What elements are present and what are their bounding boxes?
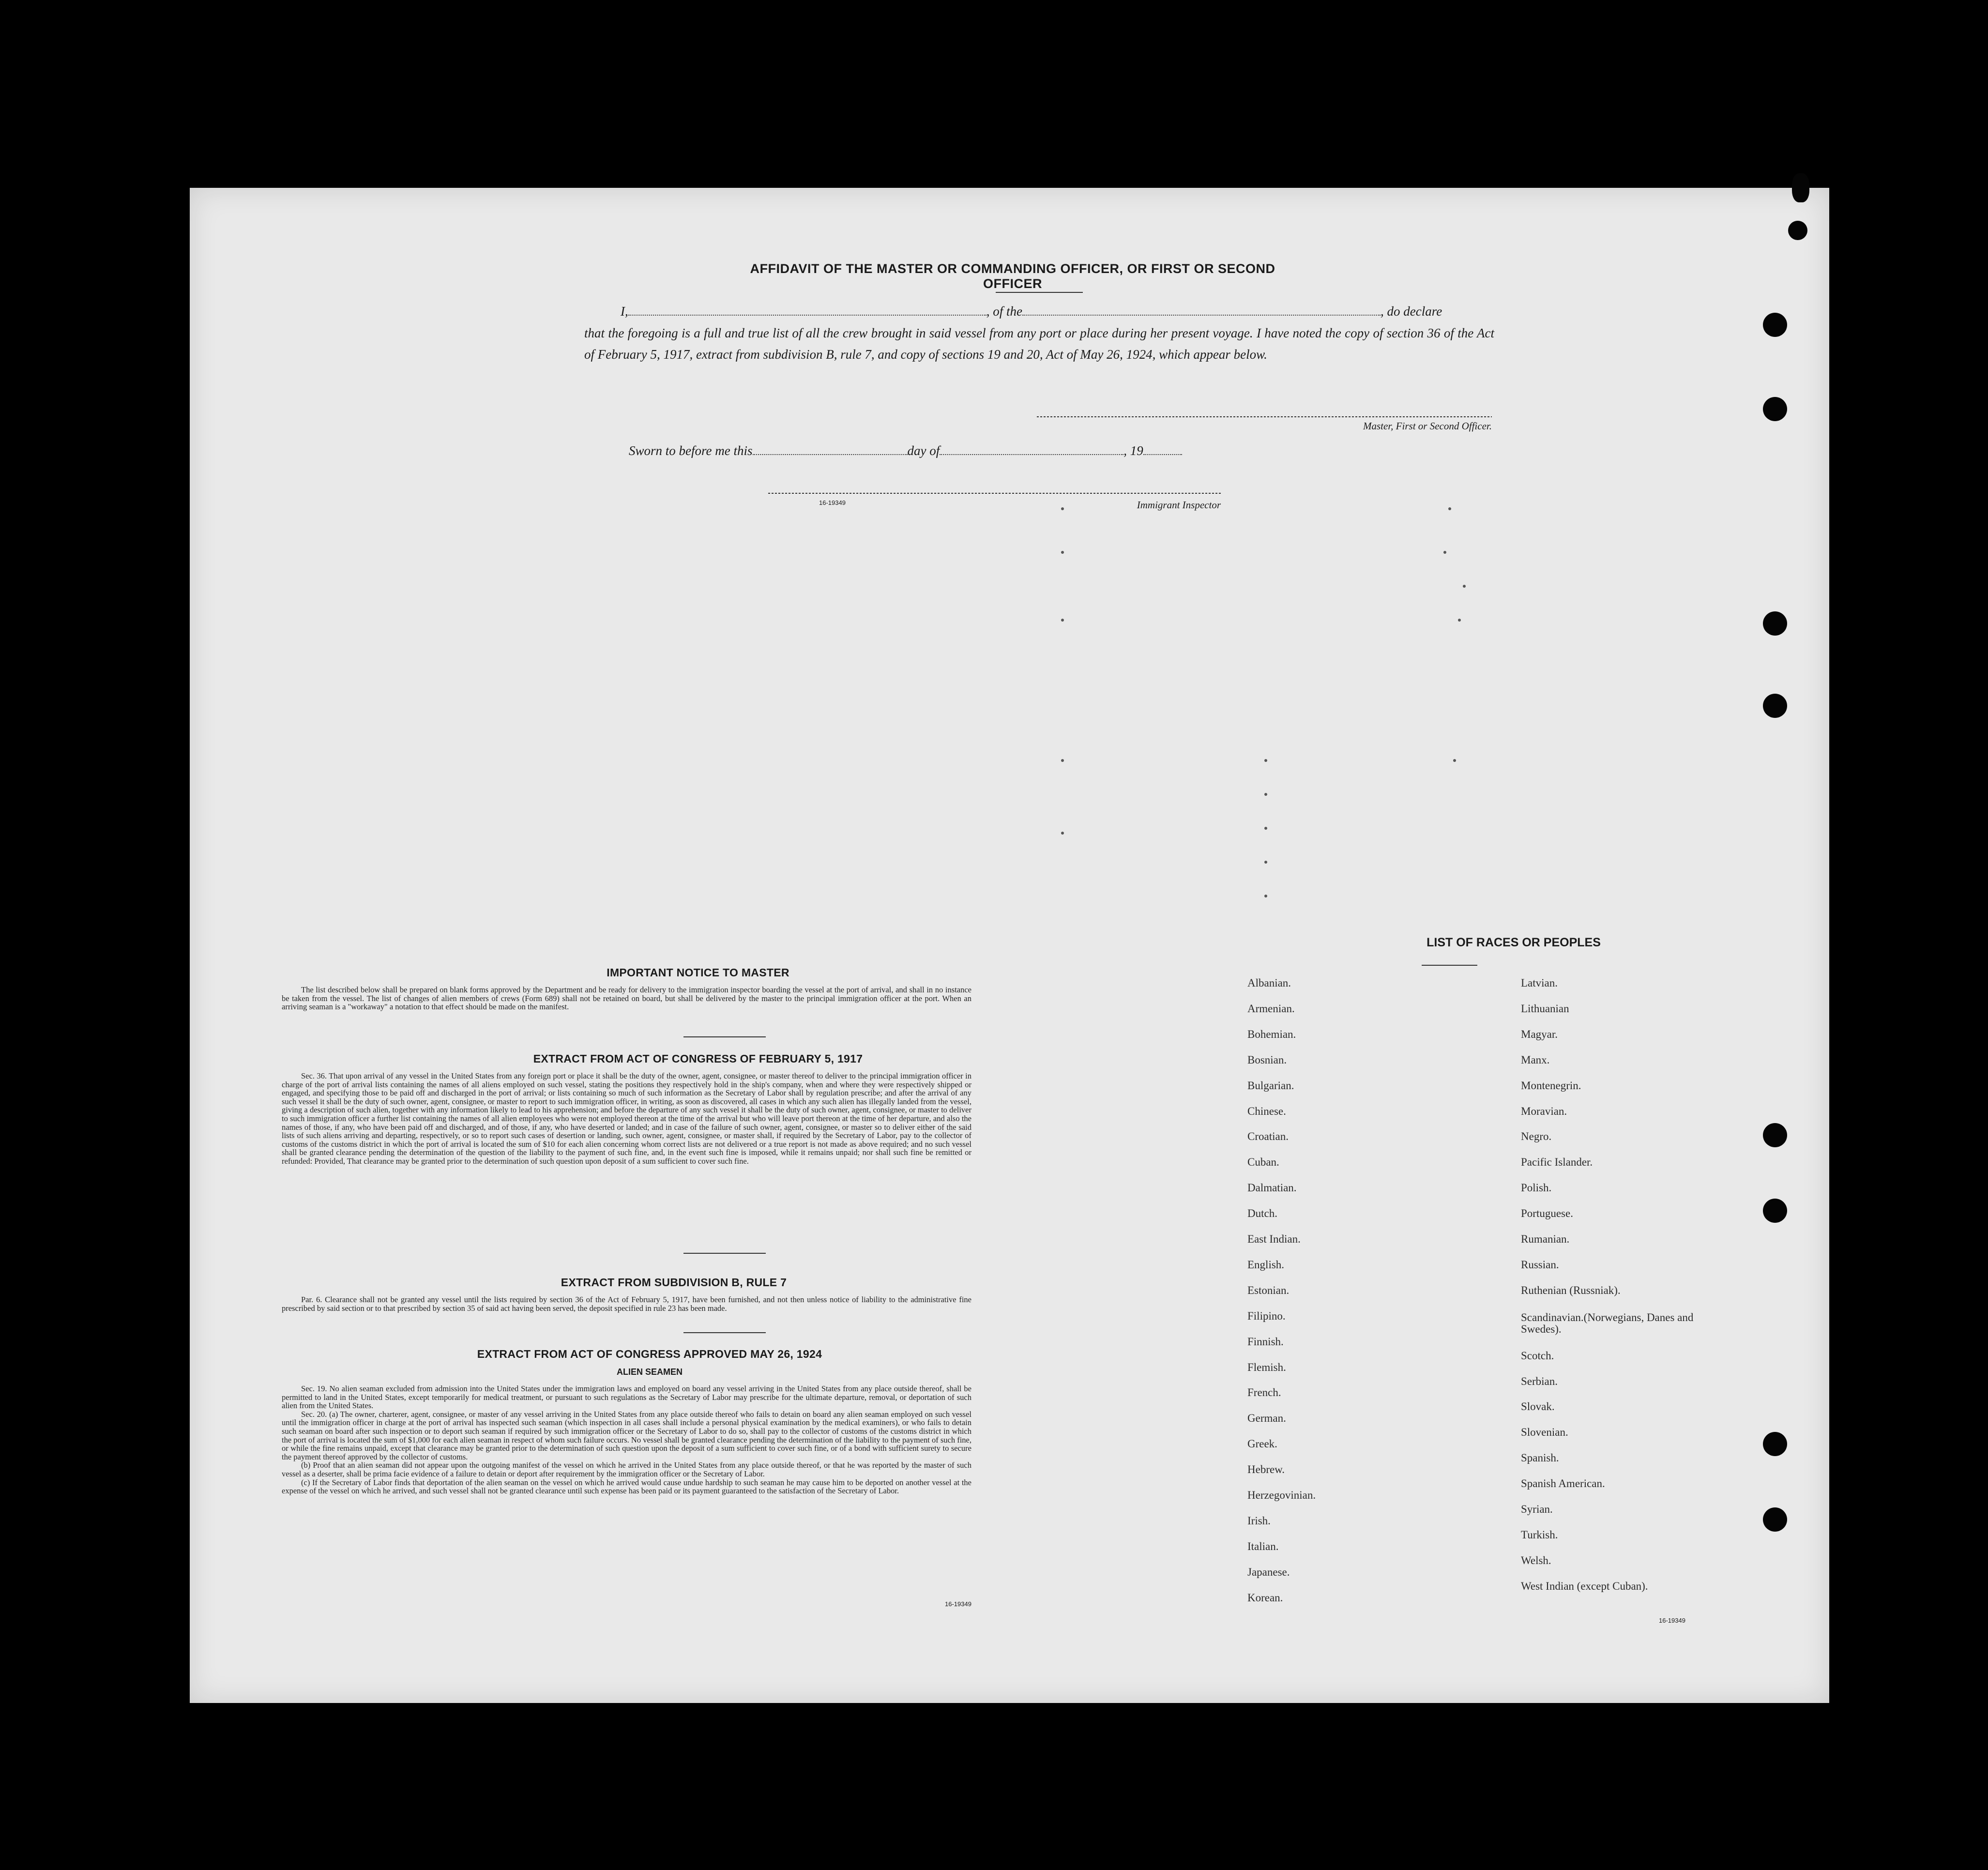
scan-mark [1443,551,1446,554]
sec20a-paragraph: Sec. 20. (a) The owner, charterer, agent, consignee, or master of any vessel arriving in the United States from any place outside thereof who fails to detain on board any alien seaman employed on such vessel until the immigration officer in charge at the port of arrival has inspected such seaman (which inspection in all cases shall include a personal physical examination by the medical examiners), or who fails to detain such seaman on board after such inspection or to deport such seaman if required by such immigration officer or the Secretary of Labor to do so, shall pay to the collector of customs of the customs district in which the port of arrival is located the sum of $1,000 for each alien seaman in respect of whom such failure occurs. No vessel shall be granted clearance pending the determination of the liability to the payment of such fine, or while the fine remains unpaid, except that clearance may be granted prior to the determination of such question upon the deposit of a sum sufficient to cover such fine, or of a bond with sufficient surety to secure the payment thereof approved by the collector of customs. [282,1409,971,1461]
punch-hole [1763,1123,1787,1147]
race-item: Scotch. [1521,1349,1554,1362]
race-item: Dutch. [1247,1207,1277,1220]
race-item: Welsh. [1521,1554,1551,1566]
sworn-month-blank [940,454,1123,455]
form-number: 16-19349 [1659,1617,1685,1624]
scan-mark [1061,619,1064,622]
race-item: West Indian (except Cuban). [1521,1580,1648,1592]
race-item: German. [1247,1412,1286,1425]
race-item: Manx. [1521,1053,1550,1066]
scan-mark [1264,861,1267,864]
punch-hole [1792,173,1809,202]
race-item: Rumanian. [1521,1233,1570,1245]
punch-hole [1788,221,1807,240]
sworn-line [629,443,1182,458]
declaration-line [621,304,1497,319]
race-item: Estonian. [1247,1284,1290,1296]
race-item: Bulgarian. [1247,1079,1294,1092]
race-item: Irish. [1247,1514,1271,1527]
divider [683,1036,766,1037]
inspector-signature-line [768,493,1221,494]
race-item: East Indian. [1247,1233,1301,1245]
race-item: Russian. [1521,1258,1559,1271]
race-item: Serbian. [1521,1375,1558,1387]
sworn-day-label: day of [907,443,940,458]
declaration-mid: , of the [986,304,1022,319]
vessel-blank [1022,315,1381,316]
notice-text [282,986,971,1011]
punch-hole [1763,1432,1787,1456]
race-item: Pacific Islander. [1521,1156,1593,1169]
race-item: Syrian. [1521,1503,1553,1516]
form-number: 16-19349 [819,499,846,506]
par6-paragraph: Par. 6. Clearance shall not be granted any vessel until the lists required by section 36 of the Act of February 5, 1917, have been furnished, and not then unless notice of liability to the administrative fine prescribed by said section or to that prescribed by section 35 of said act having been served, the deposit specified in rule 23 has been made. [282,1295,971,1313]
race-item: Bosnian. [1247,1053,1287,1066]
notice-title: IMPORTANT NOTICE TO MASTER [607,966,789,979]
scan-mark [1264,793,1267,796]
extract-1917-title: EXTRACT FROM ACT OF CONGRESS OF FEBRUARY 5, 1917 [533,1052,863,1065]
sec19-paragraph: Sec. 19. No alien seaman excluded from admission into the United States under the immigration laws and employed on board any vessel arriving in the United States from any place outside thereof, shall be permitted to land in the United States, except temporarily for medical treatment, or pursuant to such regulations as the Secretary of Labor may prescribe for the ultimate departure, removal, or deportation of such alien from the United States. [282,1384,971,1411]
punch-hole [1763,1507,1787,1532]
race-item: Hebrew. [1247,1463,1285,1476]
divider [996,292,1083,293]
race-item: Montenegrin. [1521,1079,1581,1092]
extract-1924-text [282,1384,971,1495]
race-item: Latvian. [1521,977,1558,989]
sec36-paragraph: Sec. 36. That upon arrival of any vessel in the United States from any foreign port or place it shall be the duty of the owner, agent, consignee, or master thereof to deliver to the principal immigration officer in charge of the port of arrival lists containing the names of all aliens employed on such vessel, stating the positions they respectively hold in the ship's company, when and where they were respectively shipped or engaged, and specifying those to be paid off and discharged in the port of arrival; or lists containing so much of such information as the Secretary of Labor shall by regulation prescribe; and after the arrival of any such vessel it shall be the duty of such owner, agent, consignee, or master to report to such immigration officer, in writing, as soon as discovered, all cases in which any such alien has illegally landed from the vessel, giving a description of such alien, together with any information likely to lead to his apprehension; and before the departure of any such vessel it shall be the duty of such owner, agent, consignee, or master to deliver to such immigration officer a further list containing the names of all alien employees who were not employed thereon at the time of the arrival but who will leave port thereon at the time of her departure, and also the names of those, if any, who have been paid off and discharged, and of those, if any, who have deserted or landed; and in case of the failure of such owner, agent, consignee, or master so to deliver either of the said lists of such aliens arriving and departing, respectively, or so to report such cases of desertion or landing, such owner, agent, consignee, or master shall, if required by the Secretary of Labor, pay to the collector of customs of the customs district in which the port of arrival is located the sum of $10 for each alien concerning whom correct lists are not delivered or a true report is not made as above required; and no such vessel shall be granted clearance pending the determination of the question of the liability to the payment of such fine, and, in the event such fine is imposed, while it remains unpaid; nor shall such fine be remitted or refunded: Provided, That clearance may be granted prior to the determination of such question upon deposit of a sum sufficient to cover such fine. [282,1071,971,1166]
race-item: Flemish. [1247,1361,1286,1373]
sec20b-paragraph: (b) Proof that an alien seaman did not appear upon the outgoing manifest of the vessel on which he arrived in the United States from any place outside thereof, or that he was reported by the master of such vessel as a deserter, shall be prima facie evidence of a failure to detain or deport after requirement by the immigration officer or the Secretary of Labor. [282,1460,971,1478]
scan-mark [1061,551,1064,554]
affidavit-title: AFFIDAVIT OF THE MASTER OR COMMANDING OFFICER, OR FIRST OR SECOND OFFICER [750,261,1275,291]
race-item: Dalmatian. [1247,1182,1297,1194]
race-item: Spanish American. [1521,1477,1605,1490]
scan-mark [1061,507,1064,510]
rule7-title: EXTRACT FROM SUBDIVISION B, RULE 7 [561,1276,787,1289]
declaration-prefix: I, [621,304,628,319]
name-blank [628,315,986,316]
race-item: Slovenian. [1521,1426,1568,1439]
divider [683,1253,766,1254]
race-item: English. [1247,1258,1285,1271]
race-item: Albanian. [1247,977,1291,989]
notice-paragraph: The list described below shall be prepared on blank forms approved by the Department and be ready for delivery to the immigration inspector boarding the vessel at the port of arrival, and shall in no instance be taken from the vessel. The list of changes of alien members of crews (Form 689) shall not be retained on board, but shall be delivered by the master to the principal immigration officer at the port. When an arriving seaman is a "workaway" a notation to that effect should be made on the manifest. [282,985,971,1012]
signature-caption: Master, First or Second Officer. [1363,420,1492,432]
race-item: Herzegovinian. [1247,1489,1316,1501]
punch-hole [1763,611,1787,636]
sworn-day-blank [753,454,908,455]
rule7-text [282,1295,971,1312]
inspector-caption: Immigrant Inspector [1137,499,1221,511]
punch-hole [1763,313,1787,337]
race-item: Filipino. [1247,1309,1286,1322]
race-item: Magyar. [1521,1028,1558,1040]
sworn-year-label: , 19 [1123,443,1143,458]
races-title: LIST OF RACES OR PEOPLES [1427,936,1601,949]
scan-mark [1264,827,1267,830]
race-item: Italian. [1247,1540,1279,1552]
sworn-year-blank [1143,454,1182,455]
punch-hole [1763,397,1787,421]
sec20c-paragraph: (c) If the Secretary of Labor finds that deportation of the alien seaman on the vessel on which he arrived would cause undue hardship to such seaman he may cause him to be deported on another vessel at the expense of the vessel on which he arrived, and such vessel shall not be granted clearance until such expense has been paid or its payment guaranteed to the satisfaction of the Secretary of Labor. [282,1477,971,1496]
affidavit-body: that the foregoing is a full and true list of all the crew brought in said vessel from any port or place during her present voyage. I have noted the copy of section 36 of the Act of February 5, 1917, extract from subdivision B, rule 7, and copy of sections 19 and 20, Act of May 26, 1924, which appear below. [584,326,1494,362]
divider [683,1332,766,1333]
race-item: Lithuanian [1521,1002,1569,1015]
race-item: Turkish. [1521,1528,1558,1541]
race-item: Greek. [1247,1438,1277,1450]
race-item: Moravian. [1521,1105,1567,1117]
punch-hole [1763,694,1787,718]
extract-1917-text [282,1072,971,1166]
race-item: Korean. [1247,1591,1283,1604]
declaration-suffix: , do declare [1381,304,1442,319]
signature-line [1037,416,1492,417]
divider [1422,965,1477,966]
form-number: 16-19349 [945,1600,971,1608]
race-item: Portuguese. [1521,1207,1573,1220]
scan-mark [1448,507,1451,510]
punch-hole [1763,1199,1787,1223]
scan-mark [1458,619,1461,622]
race-item: Finnish. [1247,1335,1284,1348]
scan-mark [1453,759,1456,762]
race-item: Ruthenian (Russniak). [1521,1284,1621,1296]
document-page [190,188,1829,1703]
extract-1924-title: EXTRACT FROM ACT OF CONGRESS APPROVED MAY 26, 1924 [477,1348,822,1360]
race-item: Spanish. [1521,1452,1559,1464]
race-item: French. [1247,1386,1281,1399]
alien-seamen-subtitle: ALIEN SEAMEN [616,1367,683,1377]
race-item: Scandinavian.(Norwegians, Danes and Swedes). [1521,1311,1694,1335]
race-item: Chinese. [1247,1105,1286,1117]
sworn-prefix: Sworn to before me this [629,443,753,458]
scan-mark [1264,759,1267,762]
race-item: Slovak. [1521,1400,1555,1413]
race-item: Bohemian. [1247,1028,1296,1040]
race-item: Negro. [1521,1130,1552,1143]
race-item: Polish. [1521,1182,1552,1194]
scan-mark [1264,895,1267,897]
race-item: Japanese. [1247,1566,1290,1578]
scan-mark [1061,832,1064,835]
scan-mark [1061,759,1064,762]
race-item: Armenian. [1247,1002,1295,1015]
scan-mark [1463,585,1466,588]
race-item: Croatian. [1247,1130,1289,1143]
race-item: Cuban. [1247,1156,1279,1169]
